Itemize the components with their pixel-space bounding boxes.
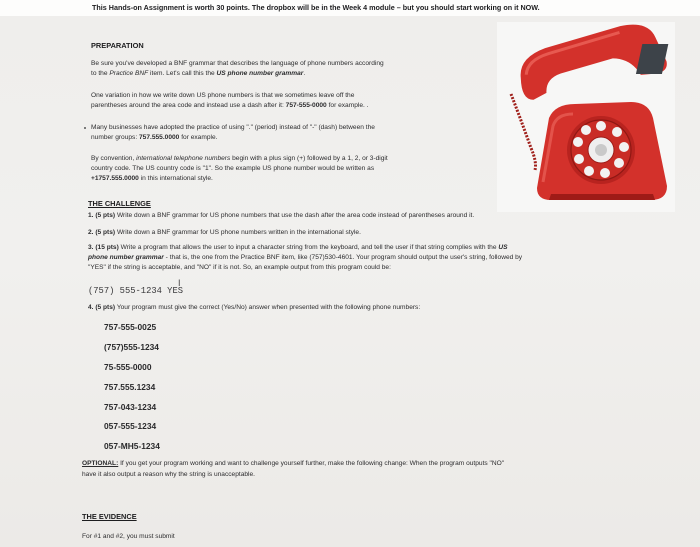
question-2 (88, 228, 361, 238)
text-run: begin with a plus sign (+) followed by a 1, 2, or 3-digit (230, 155, 388, 162)
phone-number-item: 757-043-1234 (104, 402, 157, 412)
example-number: +1757.555.0000 (91, 175, 139, 182)
optional-line2: have it also output a reason why the string is unacceptable. (82, 471, 256, 478)
document-page (0, 16, 700, 547)
prep-para3-line1: Many businesses have adopted the practice of using "." (period) instead of "-" (dash) between the (91, 124, 375, 131)
question-1 (88, 211, 474, 221)
text-run: By convention, (91, 155, 137, 162)
optional-text: If you get your program working and want to challenge yourself further, make the following change: When the program outputs "NO" (118, 460, 505, 467)
text-run: in this international style. (138, 175, 213, 182)
text-run: for example. (179, 134, 218, 141)
phone-number-item: 757-555-0025 (104, 322, 157, 332)
optional-label: OPTIONAL: (82, 460, 119, 467)
text-cursor-icon: I (178, 278, 181, 288)
question-3-line1 (88, 243, 508, 253)
grammar-name: phone number grammar (88, 254, 164, 261)
question-text: - that is, the one from the Practice BNF item, like (757)530-4601. Your program should output the user's string, followed by (163, 254, 523, 261)
prep-para3-line2 (91, 133, 217, 143)
points-label: 4. (5 pts) (88, 304, 116, 311)
phone-number-item: 75-555-0000 (104, 362, 152, 372)
points-label: 2. (5 pts) (88, 229, 116, 236)
prep-para1-line1: Be sure you've developed a BNF grammar that describes the language of phone numbers according (91, 60, 384, 67)
preparation-heading: PREPARATION (91, 41, 144, 50)
phone-number-item: 057-MH5-1234 (104, 441, 160, 451)
bullet-dot (84, 127, 86, 129)
text-run: . (303, 70, 306, 77)
question-3-line3: "YES" if the string is acceptable, and "NO" if it is not. So, an example output from this program could be: (88, 264, 391, 271)
points-label: 3. (15 pts) (88, 244, 119, 251)
question-text: Write down a BNF grammar for US phone numbers that use the dash after the area code instead of parentheses around it. (115, 212, 475, 219)
assignment-notice: This Hands-on Assignment is worth 30 points. The dropbox will be in the Week 4 module – but you should start working on it NOW. (92, 3, 540, 12)
example-number: 757-555-0000 (285, 102, 327, 109)
text-run: to the (91, 70, 110, 77)
question-4 (88, 303, 420, 313)
question-text: Write down a BNF grammar for US phone numbers written in the international style. (115, 229, 361, 236)
text-run: item. Let's call this the (148, 70, 217, 77)
text-run: number groups: (91, 134, 140, 141)
practice-bnf-ref: Practice BNF (109, 70, 149, 77)
grammar-name: US (498, 244, 508, 251)
text-run: for example. . (326, 102, 369, 109)
prep-para4-line3 (91, 174, 213, 184)
prep-para2-line2 (91, 101, 369, 111)
phone-number-item: 057-555-1234 (104, 421, 157, 431)
example-output: (757) 555-1234 YES (88, 286, 184, 296)
prep-para1-line2 (91, 69, 305, 79)
optional-line1 (82, 459, 504, 469)
intl-term: international telephone numbers (136, 155, 231, 162)
phone-number-item: (757)555-1234 (104, 342, 159, 352)
prep-para2-line1: One variation in how we write down US phone numbers is that we sometimes leave off the (91, 92, 355, 99)
points-label: 1. (5 pts) (88, 212, 116, 219)
grammar-name: US phone number grammar (216, 70, 304, 77)
challenge-heading: THE CHALLENGE (88, 199, 151, 208)
question-text: Your program must give the correct (Yes/No) answer when presented with the following phone numbers: (115, 304, 421, 311)
rotary-telephone-icon (497, 22, 675, 212)
evidence-line1: For #1 and #2, you must submit (82, 533, 175, 540)
text-run: parentheses around the area code and instead use a dash after it: (91, 102, 286, 109)
prep-para4-line2: country code. The US country code is "1". So the example US phone number would be written as (91, 165, 375, 172)
question-text: Write a program that allows the user to input a character string from the keyboard, and tell the user if that string complies with the (118, 244, 499, 251)
evidence-heading: THE EVIDENCE (82, 512, 137, 521)
header-strip (0, 0, 700, 17)
question-3-line2 (88, 253, 522, 263)
phone-number-item: 757.555.1234 (104, 382, 156, 392)
example-number: 757.555.0000 (139, 134, 180, 141)
prep-para4-line1 (91, 154, 388, 164)
